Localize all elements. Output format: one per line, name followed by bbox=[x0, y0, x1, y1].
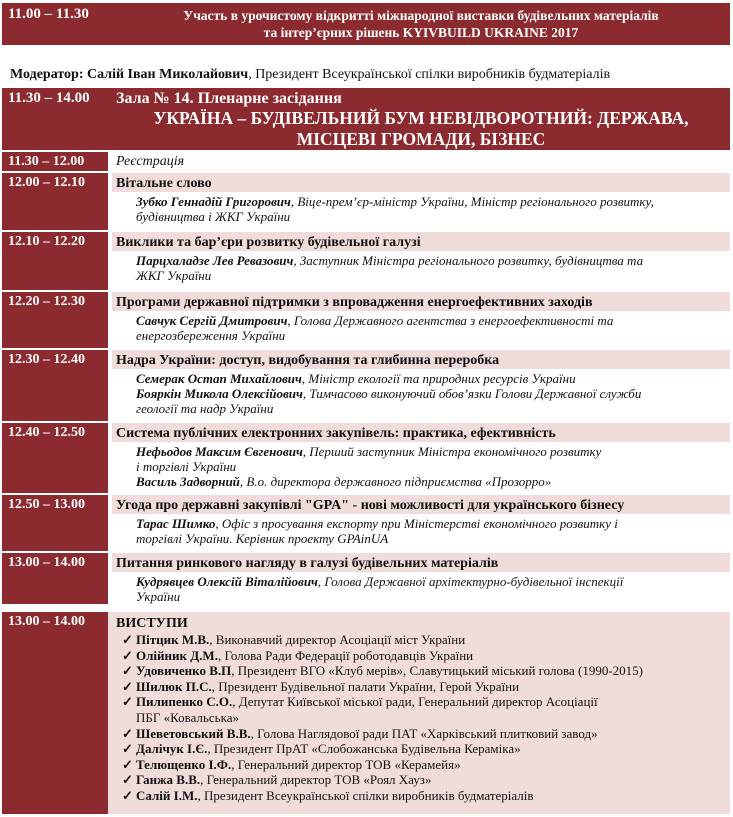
checkmark-icon: ✓ bbox=[122, 678, 133, 694]
speaker-role-line2: геології та надр України bbox=[136, 401, 274, 416]
checkmark-icon: ✓ bbox=[122, 756, 133, 772]
vystup-item bbox=[112, 788, 730, 804]
speaker-role: , Заступник Міністра регіонального розвитку, будівництва та bbox=[293, 253, 644, 268]
speaker-role-line2: торгівлі України. Керівник проекту GPAinUA bbox=[136, 531, 389, 546]
opening-title-line1: Участь в урочистому відкритті міжнародної виставки будівельних матеріалів bbox=[183, 8, 659, 23]
speaker-name: Парцхаладзе Лев Ревазович bbox=[136, 253, 294, 268]
vystup-item bbox=[112, 694, 730, 710]
session-time: 12.20 – 12.30 bbox=[2, 292, 108, 348]
speaker-entry bbox=[112, 572, 730, 589]
vystup-role: , Генеральний директор ТОВ «Керамейя» bbox=[231, 756, 461, 772]
session-time: 12.30 – 12.40 bbox=[2, 350, 108, 421]
speaker-entry bbox=[112, 474, 730, 489]
checkmark-icon: ✓ bbox=[122, 741, 133, 757]
speaker-role-cont bbox=[112, 531, 730, 546]
vystup-role: , Виконавчий директор Асоціації міст України bbox=[209, 632, 466, 647]
vystup-role: , Президент Всеукраїнської спілки виробників будматеріалів bbox=[197, 787, 534, 803]
session-time: 12.40 – 12.50 bbox=[2, 423, 108, 493]
speaker-role-line2: і торгівлі України bbox=[136, 459, 237, 474]
vystup-role: , Президент ПрАТ «Слобожанська Будівельна Кераміка» bbox=[207, 741, 521, 757]
vystup-item bbox=[112, 679, 730, 695]
speaker-entry bbox=[112, 442, 730, 459]
speaker-name: Тарас Шимко bbox=[136, 516, 216, 531]
vystup-role-line2: ПБГ «Ковальська» bbox=[136, 709, 239, 725]
checkmark-icon: ✓ bbox=[122, 725, 133, 741]
vystup-name: Ганжа В.В. bbox=[136, 772, 201, 788]
registration-time: 11.30 – 12.00 bbox=[2, 152, 108, 171]
vystup-role-cont bbox=[112, 710, 730, 726]
checkmark-icon: ✓ bbox=[122, 694, 133, 710]
session-time: 13.00 – 14.00 bbox=[2, 553, 108, 604]
session-row bbox=[2, 291, 730, 348]
vystup-item bbox=[112, 632, 730, 648]
speaker-role: , Голова Державної архітектурно-будівельної інспекції bbox=[317, 574, 624, 589]
plenary-time: 11.30 – 14.00 bbox=[2, 88, 108, 150]
vystupy-row bbox=[2, 608, 730, 814]
vystup-name: Пітцик М.В. bbox=[136, 632, 210, 647]
vystup-item bbox=[112, 757, 730, 773]
speaker-role: , Тимчасово виконуючий обов’язки Голови Державної служби bbox=[302, 386, 642, 401]
speaker-role-cont bbox=[112, 401, 730, 416]
vystup-name: Удовиченко В.П bbox=[136, 663, 232, 679]
speaker-entry bbox=[112, 386, 730, 401]
vystupy-title: ВИСТУПИ bbox=[116, 616, 188, 631]
vystup-role: , Президент Будівельної палати України, Герой України bbox=[211, 678, 520, 694]
speaker-name: Бояркін Микола Олексійович bbox=[136, 386, 303, 401]
speaker-role-line2: ЖКГ України bbox=[136, 268, 212, 283]
session-title: Вітальне слово bbox=[112, 173, 730, 192]
vystup-name: Телющенко І.Ф. bbox=[136, 756, 232, 772]
speaker-role-cont bbox=[112, 589, 730, 604]
speaker-entry bbox=[112, 369, 730, 386]
registration-row bbox=[2, 151, 730, 171]
vystupy-time: 13.00 – 14.00 bbox=[2, 612, 108, 814]
speaker-role-cont bbox=[112, 459, 730, 474]
moderator-line bbox=[10, 67, 610, 83]
speaker-role-line2: будівництва і ЖКГ України bbox=[136, 209, 291, 224]
vystup-item bbox=[112, 648, 730, 664]
session-title: Угода про державні закупівлі "GPA" - нові можливості для українського бізнесу bbox=[112, 495, 730, 514]
opening-row bbox=[2, 3, 730, 45]
vystup-name: Далічук І.Є. bbox=[136, 741, 208, 757]
vystup-role: , Президент ВГО «Клуб мерів», Славутицький міський голова (1990-2015) bbox=[231, 663, 643, 679]
session-row bbox=[2, 172, 730, 230]
vystupy-list bbox=[112, 632, 730, 804]
session-title: Виклики та бар’єри розвитку будівельної галузі bbox=[112, 232, 730, 251]
session-row bbox=[2, 552, 730, 604]
checkmark-icon: ✓ bbox=[122, 772, 133, 788]
plenary-row bbox=[2, 87, 730, 150]
vystup-role: , Голова Наглядової ради ПАТ «Харківський плитковий завод» bbox=[250, 725, 598, 741]
speaker-name: Кудрявцев Олексій Віталійович bbox=[136, 574, 318, 589]
checkmark-icon: ✓ bbox=[122, 787, 133, 803]
vystup-item bbox=[112, 663, 730, 679]
speaker-name: Семерак Остап Михайлович bbox=[136, 371, 302, 386]
speaker-name: Нефьодов Максим Євгенович bbox=[136, 444, 303, 459]
session-title: Питання ринкового нагляду в галузі будівельних матеріалів bbox=[112, 553, 730, 572]
vystup-name: Шеветовський В.В. bbox=[136, 725, 251, 741]
speaker-role-cont bbox=[112, 328, 730, 343]
session-time: 12.00 – 12.10 bbox=[2, 173, 108, 230]
vystup-item bbox=[112, 741, 730, 757]
vystup-name: Салій І.М. bbox=[136, 787, 198, 803]
vystup-role: , Депутат Київської міської ради, Генеральний директор Асоціації bbox=[232, 694, 598, 710]
session-row bbox=[2, 422, 730, 493]
session-title: Програми державної підтримки з впровадження енергоефективних заходів bbox=[112, 292, 730, 311]
opening-title-line2: та інтер’єрних рішень KYIVBUILD UKRAINE 2017 bbox=[263, 25, 579, 40]
plenary-title-line1: УКРАЇНА – БУДІВЕЛЬНИЙ БУМ НЕВІДВОРОТНИЙ: ДЕРЖАВА, bbox=[153, 108, 689, 128]
moderator-role: , Президент Всеукраїнської спілки виробників будматеріалів bbox=[248, 67, 611, 82]
speaker-entry bbox=[112, 192, 730, 209]
speaker-role-line2: України bbox=[136, 589, 181, 604]
speaker-entry bbox=[112, 514, 730, 531]
vystup-role: , Голова Ради Федерації роботодавців України bbox=[217, 647, 474, 663]
speaker-name: Зубко Геннадій Григорович bbox=[136, 194, 291, 209]
vystup-item bbox=[112, 726, 730, 742]
speaker-role-cont bbox=[112, 268, 730, 283]
speaker-entry bbox=[112, 311, 730, 328]
session-title: Система публічних електронних закупівель: практика, ефективність bbox=[112, 423, 730, 442]
opening-time: 11.00 – 11.30 bbox=[2, 3, 108, 45]
session-title: Надра України: доступ, видобування та глибинна переробка bbox=[112, 350, 730, 369]
speaker-name: Василь Задворний bbox=[136, 474, 240, 489]
speaker-role: , Міністр екології та природних ресурсів України bbox=[301, 371, 576, 386]
vystup-name: Шилюк П.С. bbox=[136, 678, 212, 694]
vystup-item bbox=[112, 772, 730, 788]
vystup-name: Пилипенко С.О. bbox=[136, 694, 233, 710]
registration-label: Реєстрація bbox=[116, 154, 185, 169]
speaker-role: , Віце-прем’єр-міністр України, Міністр регіонального розвитку, bbox=[290, 194, 654, 209]
speaker-role: , Голова Державного агентства з енергоефективності та bbox=[287, 313, 614, 328]
speaker-role: , В.о. директора державного підприємства «Прозорро» bbox=[239, 474, 552, 489]
speaker-entry bbox=[112, 251, 730, 268]
checkmark-icon: ✓ bbox=[122, 632, 133, 647]
session-row bbox=[2, 494, 730, 551]
moderator-label: Модератор: Салій Іван Миколайович bbox=[10, 67, 249, 82]
speaker-role-line2: енергозбереження України bbox=[136, 328, 286, 343]
vystup-name: Олійник Д.М. bbox=[136, 647, 218, 663]
speaker-role-cont bbox=[112, 209, 730, 224]
session-time: 12.10 – 12.20 bbox=[2, 232, 108, 290]
checkmark-icon: ✓ bbox=[122, 663, 133, 679]
speaker-role: , Офіс з просування експорту при Міністерстві економічного розвитку і bbox=[215, 516, 618, 531]
session-time: 12.50 – 13.00 bbox=[2, 495, 108, 551]
session-row bbox=[2, 231, 730, 290]
speaker-role: , Перший заступник Міністра економічного розвитку bbox=[302, 444, 602, 459]
vystup-role: , Генеральний директор ТОВ «Роял Хауз» bbox=[200, 772, 432, 788]
plenary-hall: Зала № 14. Пленарне засідання bbox=[116, 90, 342, 107]
checkmark-icon: ✓ bbox=[122, 647, 133, 663]
speaker-name: Савчук Сергій Дмитрович bbox=[136, 313, 288, 328]
session-row bbox=[2, 349, 730, 421]
plenary-title-line2: МІСЦЕВІ ГРОМАДИ, БІЗНЕС bbox=[296, 129, 546, 149]
